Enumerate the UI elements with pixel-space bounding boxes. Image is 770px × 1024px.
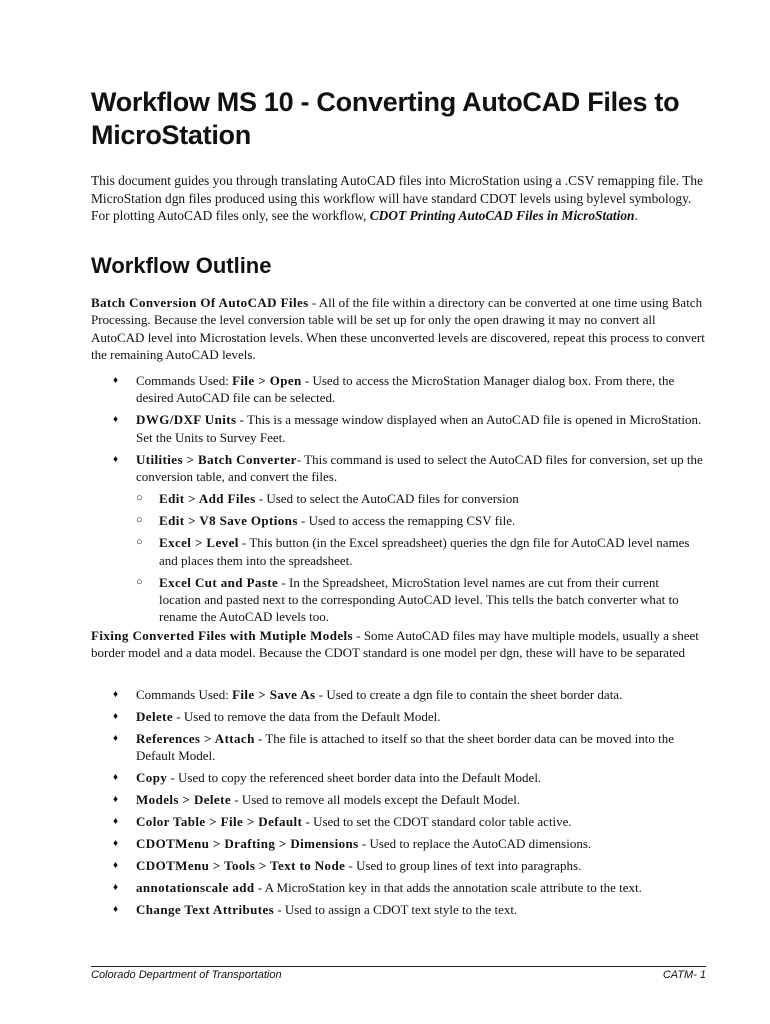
batch-conversion-lead: Batch Conversion Of AutoCAD Files <box>91 295 309 310</box>
diamond-bullet-icon: ♦ <box>113 794 119 806</box>
workflow-outline-heading: Workflow Outline <box>91 253 272 278</box>
list-item: ♦ DWG/DXF Units - This is a message window displayed when an AutoCAD file is opened in MicroStation. Set the Units to Survey Feet. <box>113 412 702 445</box>
fixing-models-text: - Some AutoCAD files may have multiple models, usually a sheet border model and a data model. Because the CDOT standard is one model per dgn, these will have to be separated <box>91 628 699 661</box>
diamond-bullet-icon: ♦ <box>113 837 119 849</box>
intro-text: This document guides you through translating AutoCAD files into MicroStation using a .CSV remapping file. The MicroStation dgn files produced using this workflow will have standard CDOT levels using bylevel symbology. For plotting AutoCAD files only, see the workflow, <box>91 173 704 223</box>
diamond-bullet-icon: ♦ <box>113 881 119 893</box>
diamond-bullet-icon: ♦ <box>113 689 119 700</box>
list-item: ○ Edit > Add Files - Used to select the AutoCAD files for conversion <box>136 491 519 507</box>
list-item: ♦ Models > Delete - Used to remove all models except the Default Model. <box>113 792 521 808</box>
circle-bullet-icon: ○ <box>136 536 143 549</box>
page-title: Workflow MS 10 - Converting AutoCAD Files to MicroStation <box>91 87 680 150</box>
circle-bullet-icon: ○ <box>136 575 143 588</box>
list-item: ○ Excel Cut and Paste - In the Spreadsheet, MicroStation level names are cut from their current location and pasted next to the corresponding AutoCAD level. This tells the batch converter what to rename the AutoCAD levels too. <box>136 574 679 625</box>
footer-divider <box>91 966 706 967</box>
footer-organization: Colorado Department of Transportation <box>91 969 282 981</box>
list-item: ♦ Utilities > Batch Converter- This command is used to select the AutoCAD files for conversion, set up the conversion table, and convert the files. ○ Edit > Add Files - Used to select the AutoCAD files for conversion ○ Edit > V8 Save Options - Used to access the remapping CSV file. ○ Excel > Level - This button (in the Excel spreadsheet) queries the dgn file for AutoCAD level names and places them into the spreadsheet. ○ Excel Cut and Paste - In the Spreadsheet, MicroStation level names are cut from their current location and pasted next to the corresponding AutoCAD level. This tells the batch converter what to rename the AutoCAD levels too. <box>113 451 703 625</box>
list-item: ♦ Color Table > File > Default - Used to set the CDOT standard color table active. <box>113 813 572 829</box>
footer-page-number: CATM- 1 <box>662 969 706 981</box>
diamond-bullet-icon: ♦ <box>113 732 119 744</box>
list-item: ○ Excel > Level - This button (in the Excel spreadsheet) queries the dgn file for AutoCAD level names and places them into the spreadsheet. <box>136 535 690 568</box>
circle-bullet-icon: ○ <box>136 492 143 505</box>
intro-link[interactable]: CDOT Printing AutoCAD Files in MicroStation <box>369 208 635 223</box>
batch-conversion-paragraph <box>91 294 706 364</box>
circle-bullet-icon: ○ <box>136 514 143 527</box>
diamond-bullet-icon: ♦ <box>113 815 119 827</box>
intro-paragraph <box>91 172 706 225</box>
diamond-bullet-icon: ♦ <box>113 375 119 386</box>
batch-converter-sublist <box>136 490 703 625</box>
diamond-bullet-icon: ♦ <box>113 710 119 722</box>
diamond-bullet-icon: ♦ <box>113 859 119 871</box>
list-item: ♦ Commands Used: File > Save As - Used to create a dgn file to contain the sheet border data. <box>113 687 623 702</box>
batch-conversion-text: - All of the file within a directory can be converted at one time using Batch Processing. Because the level conversion table will be set up for only the open drawing it may no convert all AutoCAD level into Microstation levels. When these unconverted levels are discovered, repeat this process to convert the remaining AutoCAD levels. <box>91 295 705 363</box>
diamond-bullet-icon: ♦ <box>113 772 119 784</box>
list-item: ♦ Change Text Attributes - Used to assign a CDOT text style to the text. <box>113 901 518 917</box>
diamond-bullet-icon: ♦ <box>113 453 119 465</box>
list-item: ○ Edit > V8 Save Options - Used to access the remapping CSV file. <box>136 513 516 529</box>
fixing-models-paragraph <box>91 627 706 662</box>
diamond-bullet-icon: ♦ <box>113 414 119 426</box>
list-item: ♦ Copy - Used to copy the referenced sheet border data into the Default Model. <box>113 770 542 786</box>
list-item: ♦ Delete - Used to remove the data from the Default Model. <box>113 708 441 724</box>
list-item: ♦ CDOTMenu > Drafting > Dimensions - Used to replace the AutoCAD dimensions. <box>113 835 592 851</box>
list-item: ♦ Commands Used: File > Open - Used to access the MicroStation Manager dialog box. From there, the desired AutoCAD file can be selected. <box>113 373 675 406</box>
list-item: ♦ CDOTMenu > Tools > Text to Node - Used to group lines of text into paragraphs. <box>113 857 582 873</box>
batch-conversion-list <box>113 372 703 630</box>
list-item: ♦ References > Attach - The file is attached to itself so that the sheet border data can be moved into the Default Model. <box>113 730 674 764</box>
list-item: ♦ annotationscale add - A MicroStation key in that adds the annotation scale attribute to the text. <box>113 879 642 895</box>
diamond-bullet-icon: ♦ <box>113 903 119 915</box>
fixing-models-list <box>113 686 703 922</box>
intro-end: . <box>634 208 638 223</box>
fixing-models-lead: Fixing Converted Files with Mutiple Models <box>91 628 353 643</box>
